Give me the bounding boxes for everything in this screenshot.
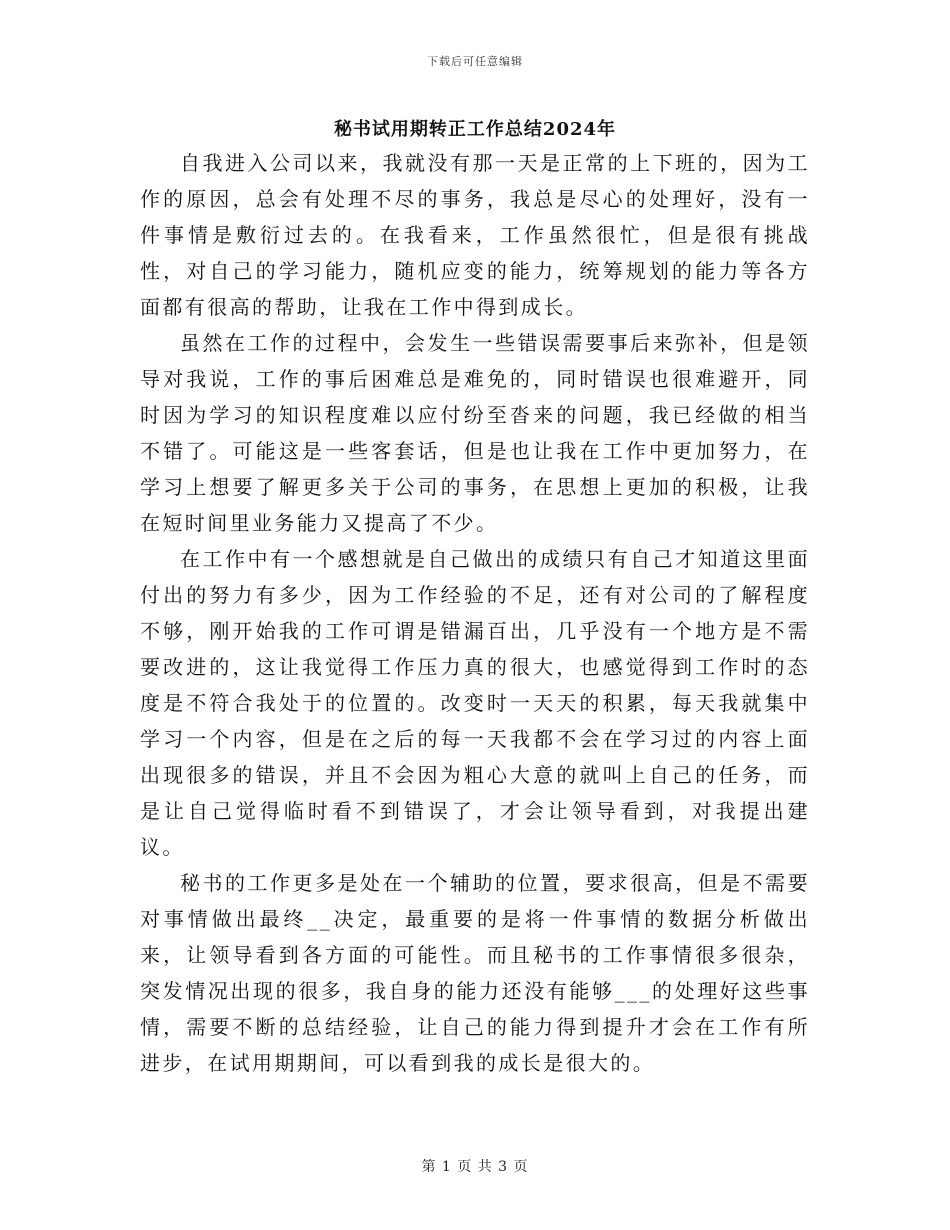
paragraph: 在工作中有一个感想就是自己做出的成绩只有自己才知道这里面付出的努力有多少，因为工作经验的不足，还有对公司的了解程度不够，刚开始我的工作可谓是错漏百出，几乎没有一个地方是不需要改进的，这让我觉得工作压力真的很大，也感觉得到工作时的态度是不符合我处于的位置的。改变时一天天的积累，每天我就集中学习一个内容，但是在之后的每一天我都不会在学习过的内容上面出现很多的错误，并且不会因为粗心大意的就叫上自己的任务，而是让自己觉得临时看不到错误了，才会让领导看到，对我提出建议。	[140, 547, 810, 859]
document-body	[140, 145, 810, 1081]
document-title: 秘书试用期转正工作总结2024年	[333, 119, 617, 140]
paragraph: 自我进入公司以来，我就没有那一天是正常的上下班的，因为工作的原因，总会有处理不尽的事务，我总是尽心的处理好，没有一件事情是敷衍过去的。在我看来，工作虽然很忙，但是很有挑战性，对自己的学习能力，随机应变的能力，统筹规划的能力等各方面都有很高的帮助，让我在工作中得到成长。	[140, 151, 810, 319]
paragraph: 虽然在工作的过程中，会发生一些错误需要事后来弥补，但是领导对我说，工作的事后困难总是难免的，同时错误也很难避开，同时因为学习的知识程度难以应付纷至沓来的问题，我已经做的相当不错了。可能这是一些客套话，但是也让我在工作中更加努力，在学习上想要了解更多关于公司的事务，在思想上更加的积极，让我在短时间里业务能力又提高了不少。	[140, 331, 810, 535]
header-note: 下载后可任意编辑	[427, 55, 523, 68]
page-number: 第 1 页 共 3 页	[421, 1159, 529, 1175]
paragraph: 秘书的工作更多是处在一个辅助的位置，要求很高，但是不需要对事情做出最终__决定，最重要的是将一件事情的数据分析做出来，让领导看到各方面的可能性。而且秘书的工作事情很多很杂，突发情况出现的很多，我自身的能力还没有能够___的处理好这些事情，需要不断的总结经验，让自己的能力得到提升才会在工作有所进步，在试用期期间，可以看到我的成长是很大的。	[140, 871, 810, 1075]
